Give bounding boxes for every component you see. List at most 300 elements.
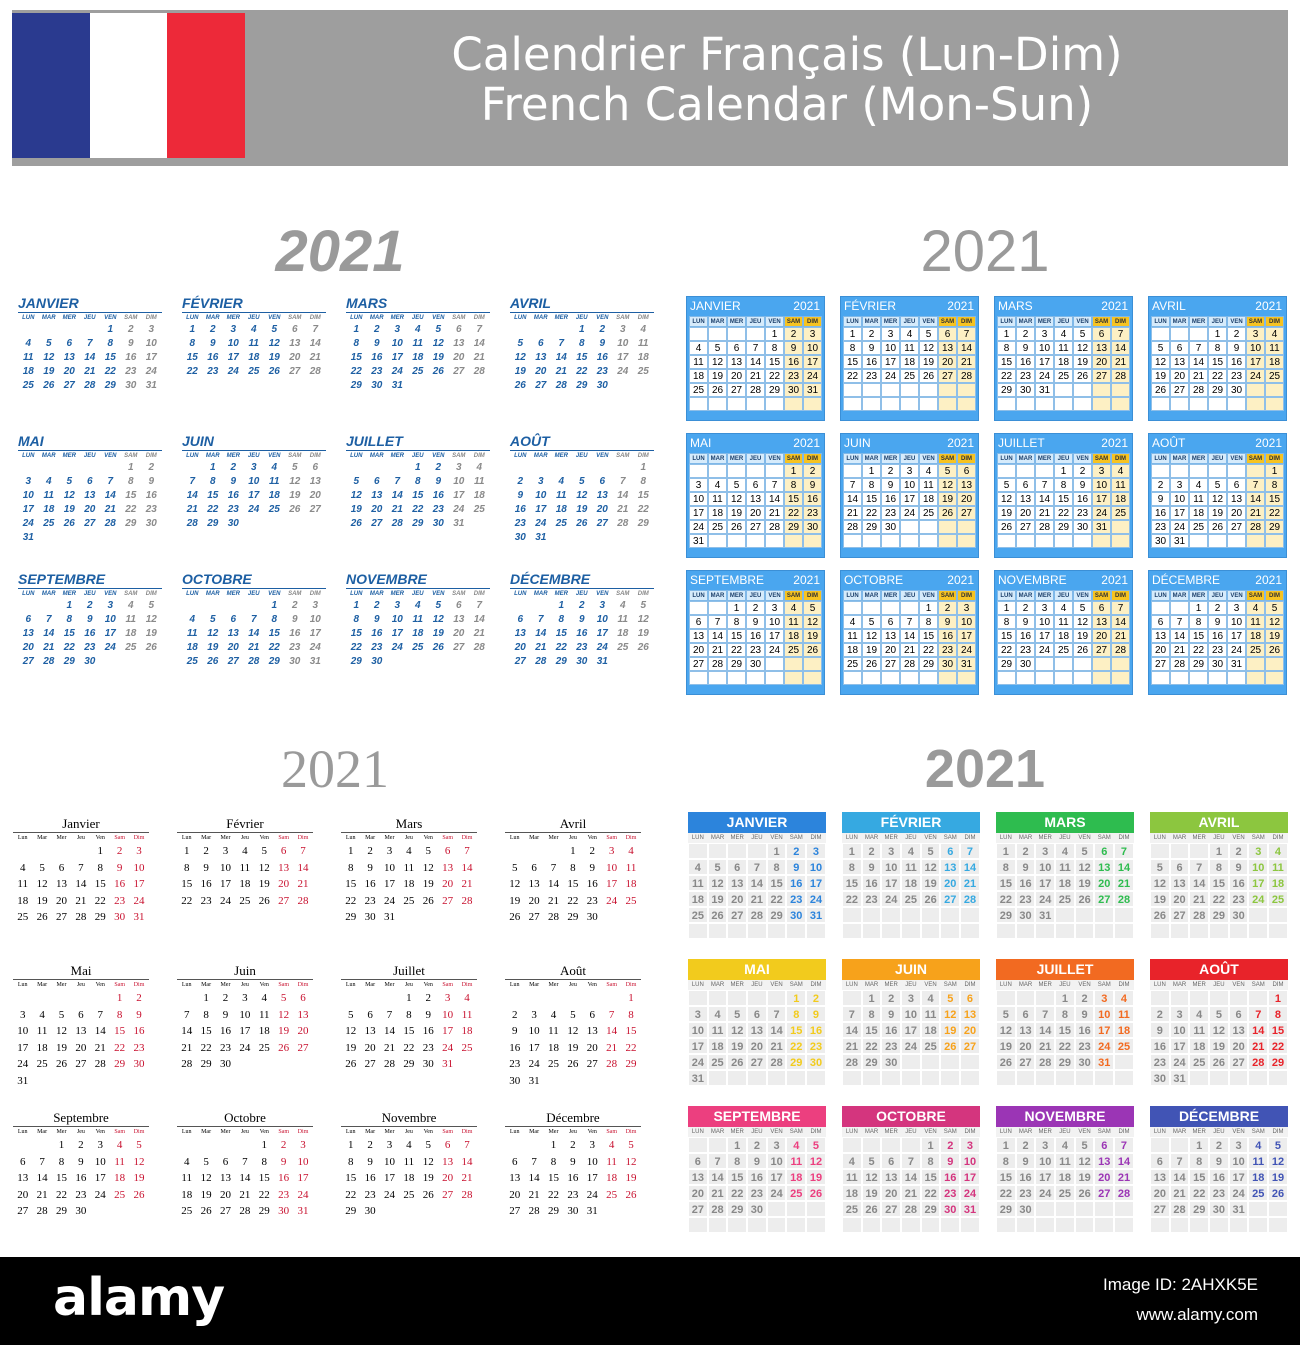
day-cell: 15: [921, 1169, 941, 1185]
empty-cell: [524, 843, 543, 860]
day-cell: 28: [94, 1058, 106, 1070]
day-cell: 23: [596, 366, 608, 377]
month-title: Novembre: [341, 1109, 477, 1127]
empty-cell: [129, 1073, 148, 1090]
weekday-header: [688, 980, 826, 990]
empty-cell: [1170, 923, 1190, 939]
day-cell: 3: [531, 1008, 537, 1021]
day-cell: 19: [200, 1188, 212, 1201]
empty-cell: [1170, 1217, 1190, 1233]
week-row: [1151, 397, 1286, 411]
month-6-a: [182, 433, 326, 531]
day-cell: 14: [1170, 1169, 1190, 1185]
weekday-jeu: JEU: [83, 453, 96, 459]
empty-cell: [747, 1217, 767, 1233]
month-title: MARS: [346, 295, 490, 313]
empty-cell: [216, 1137, 235, 1154]
weekday-dim: DIM: [309, 453, 321, 459]
day-cell: 24: [900, 506, 919, 520]
day-cell: 4: [1111, 464, 1130, 478]
day-cell: 30: [364, 1205, 376, 1217]
empty-cell: [71, 990, 90, 1007]
weekday-mar: MAR: [1170, 833, 1190, 843]
weekday-ven: VEN: [1227, 453, 1246, 464]
day-cell: 28: [746, 383, 765, 397]
day-cell: 4: [476, 462, 483, 473]
day-cell: 28: [767, 1054, 787, 1070]
day-cell: 4: [464, 992, 470, 1004]
day-cell: 20: [442, 878, 454, 890]
day-cell: 19: [1073, 355, 1092, 369]
day-cell: 18: [786, 1169, 806, 1185]
day-cell: 16: [1227, 355, 1246, 369]
day-cell: 20: [227, 642, 239, 653]
day-cell: 13: [63, 352, 75, 363]
day-cell: 11: [617, 614, 628, 625]
day-cell: 31: [145, 380, 157, 391]
day-cell: 7: [708, 615, 727, 629]
day-cell: 30: [596, 380, 608, 391]
day-cell: 13: [940, 859, 960, 875]
empty-cell: [901, 1217, 921, 1233]
day-cell: 13: [957, 478, 976, 492]
empty-cell: [1208, 397, 1227, 411]
week-row: [177, 876, 313, 893]
day-cell: 21: [1248, 1038, 1268, 1054]
weekday-mar: MAR: [708, 590, 727, 601]
day-cell: 25: [1111, 506, 1130, 520]
month-name: AVRIL: [1152, 299, 1186, 313]
day-cell: 29: [921, 1201, 941, 1217]
day-cell: 21: [84, 366, 96, 377]
day-cell: 28: [43, 656, 55, 667]
weekday-sam: SAM: [452, 453, 466, 459]
day-cell: 9: [938, 615, 957, 629]
day-cell: 15: [181, 878, 193, 890]
day-cell: 11: [412, 338, 423, 349]
day-cell: 20: [727, 369, 746, 383]
day-cell: 15: [767, 875, 787, 891]
week-row: [182, 351, 326, 365]
weekday-mar: MAR: [1170, 980, 1190, 990]
weekday-header: [843, 590, 978, 601]
empty-cell: [449, 655, 470, 669]
weekday-mer: MER: [727, 1127, 747, 1137]
day-cell: 8: [261, 1155, 267, 1168]
empty-cell: [510, 461, 531, 475]
day-cell: 29: [862, 520, 881, 534]
empty-cell: [1170, 843, 1190, 859]
empty-cell: [544, 990, 563, 1007]
day-cell: 8: [570, 861, 576, 874]
day-cell: 4: [708, 1006, 728, 1022]
day-cell: 2: [511, 1008, 518, 1021]
weekday-jeu: JEU: [1055, 833, 1075, 843]
day-cell: 18: [36, 1041, 48, 1054]
day-cell: 30: [576, 656, 588, 667]
week-row: [346, 475, 490, 489]
week-row: [996, 1070, 1134, 1086]
empty-cell: [1073, 657, 1092, 671]
week-row: [13, 1137, 149, 1154]
empty-cell: [996, 923, 1016, 939]
empty-cell: [1227, 534, 1246, 548]
day-cell: 16: [1150, 1038, 1170, 1054]
month-title: [1149, 434, 1286, 453]
month-title: AVRIL: [510, 295, 654, 313]
week-row: [688, 843, 826, 859]
day-cell: 17: [227, 352, 239, 363]
day-cell: 15: [1208, 355, 1227, 369]
day-cell: 2: [203, 845, 209, 857]
week-row: [688, 1022, 826, 1038]
empty-cell: [59, 531, 80, 545]
day-cell: 22: [181, 894, 193, 907]
month-title: AVRIL: [1150, 812, 1288, 833]
day-cell: 22: [727, 643, 746, 657]
empty-cell: [1035, 464, 1054, 478]
empty-cell: [18, 461, 39, 475]
day-cell: 3: [900, 464, 919, 478]
day-cell: 31: [803, 383, 822, 397]
day-cell: 10: [617, 338, 629, 349]
day-cell: 20: [747, 1038, 767, 1054]
empty-cell: [613, 379, 634, 393]
empty-cell: [91, 990, 110, 1007]
day-cell: 31: [535, 532, 547, 543]
day-cell: 24: [1170, 520, 1189, 534]
day-cell: 28: [1111, 369, 1130, 383]
day-cell: 13: [689, 629, 708, 643]
empty-cell: [1170, 990, 1190, 1006]
week-row: [505, 1203, 641, 1220]
week-row: [13, 1040, 149, 1057]
empty-cell: [457, 1056, 476, 1073]
day-cell: 21: [104, 504, 116, 515]
empty-cell: [100, 461, 121, 475]
day-cell: 26: [576, 518, 588, 529]
weekday-jeu: JEU: [575, 315, 588, 321]
day-cell: 20: [1016, 506, 1035, 520]
day-cell: 26: [996, 1054, 1016, 1070]
site-url: www.alamy.com: [1136, 1305, 1258, 1324]
day-cell: 31: [960, 1201, 980, 1217]
empty-cell: [1094, 923, 1114, 939]
day-cell: 30: [1073, 520, 1092, 534]
weekday-mar: MAR: [708, 316, 727, 327]
day-cell: 26: [55, 1058, 67, 1070]
day-cell: 12: [1265, 615, 1284, 629]
empty-cell: [1227, 464, 1246, 478]
day-cell: 7: [550, 861, 557, 874]
day-cell: 21: [94, 1041, 106, 1054]
day-cell: 27: [746, 520, 765, 534]
week-row: [182, 517, 326, 531]
empty-cell: [449, 379, 470, 393]
day-cell: 27: [227, 656, 239, 667]
day-cell: 11: [1054, 615, 1073, 629]
week-row: [842, 1022, 980, 1038]
day-cell: 22: [919, 643, 938, 657]
day-cell: 30: [938, 657, 957, 671]
week-row: [346, 379, 490, 393]
week-row: [346, 461, 490, 475]
day-cell: 26: [36, 911, 48, 923]
day-cell: 4: [550, 1008, 557, 1021]
day-cell: 18: [1248, 1169, 1268, 1185]
weekday-mer: MER: [1189, 1127, 1209, 1137]
day-cell: 25: [125, 642, 137, 653]
day-cell: 25: [22, 380, 34, 391]
week-row: [505, 1187, 641, 1204]
week-row: [341, 1056, 477, 1073]
weekday-sam: Sam: [114, 835, 125, 841]
day-cell: 4: [784, 601, 803, 615]
empty-cell: [621, 1203, 640, 1220]
empty-cell: [1189, 1217, 1209, 1233]
month-title: [687, 571, 824, 590]
weekday-jeu: Jeu: [568, 982, 577, 988]
day-cell: 4: [127, 600, 134, 611]
empty-cell: [1114, 923, 1134, 939]
day-cell: 10: [94, 1155, 106, 1168]
weekday-ven: VEN: [596, 315, 609, 321]
day-cell: 22: [258, 1188, 270, 1201]
month-3-c: [341, 815, 477, 926]
day-cell: 21: [383, 1041, 395, 1054]
day-cell: 25: [1055, 891, 1075, 907]
week-row: [689, 464, 824, 478]
month-title: Août: [505, 962, 641, 980]
weekday-lun: Lun: [181, 982, 192, 988]
day-cell: 30: [747, 1201, 767, 1217]
day-cell: 24: [960, 1185, 980, 1201]
month-12-d: [1150, 1106, 1288, 1233]
week-row: [996, 1054, 1134, 1070]
day-cell: 27: [747, 1054, 767, 1070]
weekday-header: [689, 453, 824, 464]
week-row: [842, 990, 980, 1006]
day-cell: 27: [1151, 657, 1170, 671]
day-cell: 25: [248, 366, 260, 377]
day-cell: 25: [900, 369, 919, 383]
weekday-header: [689, 316, 824, 327]
day-cell: 19: [1208, 506, 1227, 520]
weekday-jeu: Jeu: [240, 982, 249, 988]
day-cell: 16: [75, 1172, 87, 1184]
day-cell: 25: [1265, 369, 1284, 383]
day-cell: 20: [746, 506, 765, 520]
day-cell: 11: [1054, 341, 1073, 355]
day-cell: 22: [1189, 643, 1208, 657]
month-5-d: [688, 959, 826, 1086]
day-cell: 28: [555, 380, 567, 391]
weekday-header: [843, 453, 978, 464]
day-cell: 2: [881, 990, 901, 1006]
week-row: [341, 1007, 477, 1024]
empty-cell: [1073, 383, 1092, 397]
day-cell: 10: [596, 614, 608, 625]
month-name: JANVIER: [690, 299, 741, 313]
day-cell: 20: [1229, 1038, 1249, 1054]
day-cell: 28: [1189, 383, 1208, 397]
day-cell: 1: [919, 601, 938, 615]
empty-cell: [52, 843, 71, 860]
weekday-header: [510, 589, 654, 599]
day-cell: 22: [997, 369, 1016, 383]
empty-cell: [1208, 534, 1227, 548]
month-2-a: [182, 295, 326, 379]
day-cell: 16: [747, 1169, 767, 1185]
day-cell: 5: [347, 1008, 354, 1021]
weekday-jeu: JEU: [411, 591, 424, 597]
day-cell: 6: [727, 859, 747, 875]
day-cell: 4: [843, 615, 862, 629]
weekday-dim: DIM: [1114, 1127, 1134, 1137]
week-row: [842, 1153, 980, 1169]
week-row: [843, 327, 978, 341]
empty-cell: [1092, 671, 1111, 685]
day-cell: 28: [461, 894, 473, 907]
day-cell: 20: [63, 366, 75, 377]
day-cell: 5: [271, 324, 278, 335]
week-row: [510, 517, 654, 531]
weekday-ven: Ven: [423, 835, 433, 841]
day-cell: 21: [1111, 629, 1130, 643]
weekday-lun: LUN: [514, 591, 527, 597]
empty-cell: [1016, 464, 1035, 478]
empty-cell: [1150, 923, 1170, 939]
weekday-sam: SAM: [940, 833, 960, 843]
day-cell: 11: [625, 861, 637, 874]
day-cell: 16: [422, 1025, 434, 1037]
weekday-dim: DIM: [957, 590, 976, 601]
weekday-mer: MER: [1189, 590, 1208, 601]
day-cell: 1: [1265, 464, 1284, 478]
empty-cell: [1209, 990, 1229, 1006]
empty-cell: [921, 1070, 941, 1086]
month-year: 2021: [793, 573, 820, 587]
empty-cell: [1055, 1070, 1075, 1086]
weekday-header: [346, 451, 490, 461]
day-cell: 12: [207, 628, 219, 639]
day-cell: 3: [608, 845, 615, 857]
weekday-mar: MAR: [1016, 833, 1036, 843]
week-row: [18, 531, 162, 545]
day-cell: 17: [383, 878, 395, 890]
day-cell: 13: [84, 490, 96, 501]
empty-cell: [1246, 464, 1265, 478]
empty-cell: [1227, 671, 1246, 685]
day-cell: 17: [1035, 1169, 1055, 1185]
day-cell: 22: [403, 1041, 415, 1054]
day-cell: 23: [567, 1188, 579, 1201]
empty-cell: [1035, 671, 1054, 685]
empty-cell: [746, 671, 765, 685]
empty-cell: [1055, 923, 1075, 939]
weekday-header: [18, 589, 162, 599]
week-row: [1151, 341, 1286, 355]
empty-cell: [843, 671, 862, 685]
week-row: [842, 1054, 980, 1070]
month-title: NOVEMBRE: [346, 571, 490, 589]
day-cell: 2: [1016, 327, 1035, 341]
day-cell: 20: [219, 1188, 231, 1201]
day-cell: 22: [765, 369, 784, 383]
day-cell: 20: [881, 643, 900, 657]
day-cell: 7: [1111, 601, 1130, 615]
empty-cell: [727, 397, 746, 411]
day-cell: 12: [862, 1169, 882, 1185]
weekday-sam: SAM: [616, 315, 630, 321]
day-cell: 12: [55, 1025, 67, 1037]
day-cell: 16: [881, 492, 900, 506]
day-cell: 21: [239, 1188, 251, 1201]
day-cell: 29: [1189, 1201, 1209, 1217]
day-cell: 5: [921, 843, 941, 859]
day-cell: 31: [297, 1205, 309, 1217]
week-row: [688, 1054, 826, 1070]
day-cell: 31: [586, 1205, 598, 1217]
empty-cell: [957, 520, 976, 534]
month-title: Septembre: [13, 1109, 149, 1127]
day-cell: 21: [461, 878, 473, 890]
empty-cell: [843, 464, 862, 478]
empty-cell: [141, 655, 162, 669]
weekday-mer: MER: [226, 453, 240, 459]
weekday-sam: Sam: [606, 982, 617, 988]
day-cell: 26: [1265, 643, 1284, 657]
week-row: [505, 990, 641, 1007]
day-cell: 22: [345, 1188, 357, 1201]
day-cell: 5: [203, 1155, 209, 1168]
weekday-ven: VEN: [765, 453, 784, 464]
day-cell: 15: [842, 875, 862, 891]
day-cell: 28: [606, 1058, 618, 1070]
week-row: [843, 534, 978, 548]
day-cell: 5: [1150, 859, 1170, 875]
day-cell: 23: [1075, 1038, 1095, 1054]
weekday-ven: Ven: [95, 1129, 105, 1135]
day-cell: 13: [1229, 1022, 1249, 1038]
empty-cell: [996, 990, 1016, 1006]
month-title: [687, 297, 824, 316]
day-cell: 1: [347, 1139, 354, 1151]
day-cell: 16: [586, 878, 598, 890]
day-cell: 15: [997, 629, 1016, 643]
day-cell: 17: [22, 504, 34, 515]
day-cell: 1: [127, 462, 134, 473]
weekday-lun: Lun: [345, 835, 356, 841]
day-cell: 22: [727, 1185, 747, 1201]
day-cell: 27: [1092, 643, 1111, 657]
month-name: AOÛT: [1152, 436, 1186, 450]
day-cell: 19: [921, 875, 941, 891]
day-cell: 6: [455, 324, 462, 335]
day-cell: 2: [1229, 843, 1249, 859]
day-cell: 1: [209, 462, 216, 473]
day-cell: 6: [1229, 1006, 1249, 1022]
day-cell: 26: [200, 1205, 212, 1217]
day-cell: 4: [1265, 327, 1284, 341]
day-cell: 5: [291, 462, 298, 473]
weekday-header: [177, 1127, 313, 1137]
day-cell: 11: [842, 1169, 862, 1185]
day-cell: 28: [248, 656, 260, 667]
empty-cell: [1189, 1070, 1209, 1086]
day-cell: 10: [219, 861, 231, 874]
week-row: [689, 520, 824, 534]
